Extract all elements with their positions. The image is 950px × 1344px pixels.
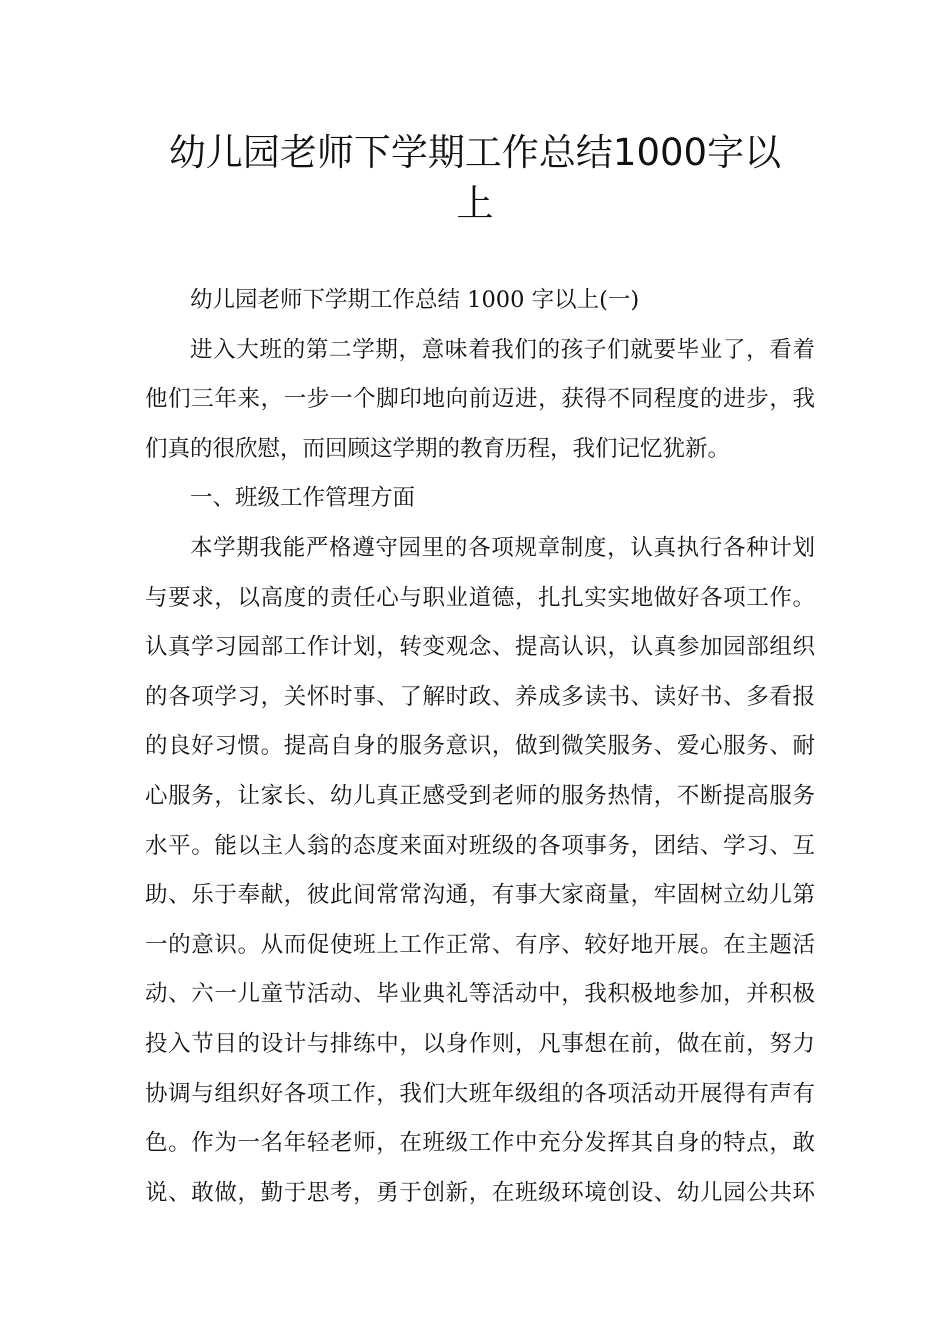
paragraph-line: 们真的很欣慰，而回顾这学期的教育历程，我们记忆犹新。 <box>145 435 731 462</box>
paragraph-line: 一的意识。从而促使班上工作正常、有序、较好地开展。在主题活 <box>145 931 815 958</box>
paragraph-line: 本学期我能严格遵守园里的各项规章制度，认真执行各种计划 <box>190 534 815 561</box>
paragraph-line: 协调与组织好各项工作，我们大班年级组的各项活动开展得有声有 <box>145 1080 815 1107</box>
paragraph-line: 心服务，让家长、幼儿真正感受到老师的服务热情，不断提高服务 <box>145 782 815 809</box>
paragraph-line: 他们三年来，一步一个脚印地向前迈进，获得不同程度的进步，我 <box>145 386 815 413</box>
paragraph-line: 的各项学习，关怀时事、了解时政、养成多读书、读好书、多看报 <box>145 683 815 710</box>
title-line: 上 <box>456 182 494 225</box>
paragraph-line: 进入大班的第二学期，意味着我们的孩子们就要毕业了，看着 <box>190 336 815 363</box>
document-title <box>150 127 800 229</box>
paragraph-line: 助、乐于奉献，彼此间常常沟通，有事大家商量，牢固树立幼儿第 <box>145 882 815 909</box>
paragraph-line: 的良好习惯。提高自身的服务意识，做到微笑服务、爱心服务、耐 <box>145 733 815 760</box>
paragraph-line: 与要求，以高度的责任心与职业道德，扎扎实实地做好各项工作。 <box>145 584 815 611</box>
paragraph-line: 色。作为一名年轻老师，在班级工作中充分发挥其自身的特点，敢 <box>145 1130 815 1157</box>
document-body <box>145 276 815 1218</box>
section-heading: 一、班级工作管理方面 <box>190 485 416 512</box>
section-subtitle: 幼儿园老师下学期工作总结 1000 字以上(一) <box>190 287 640 313</box>
paragraph-line: 水平。能以主人翁的态度来面对班级的各项事务，团结、学习、互 <box>145 832 815 859</box>
paragraph-line: 投入节目的设计与排练中，以身作则，凡事想在前，做在前，努力 <box>145 1030 815 1057</box>
paragraph-line: 动、六一儿童节活动、毕业典礼等活动中，我积极地参加，并积极 <box>145 981 815 1008</box>
paragraph-line: 认真学习园部工作计划，转变观念、提高认识，认真参加园部组织 <box>145 634 815 661</box>
paragraph-line: 说、敢做，勤于思考，勇于创新，在班级环境创设、幼儿园公共环 <box>145 1179 815 1206</box>
title-line: 幼儿园老师下学期工作总结1000字以 <box>168 131 782 174</box>
